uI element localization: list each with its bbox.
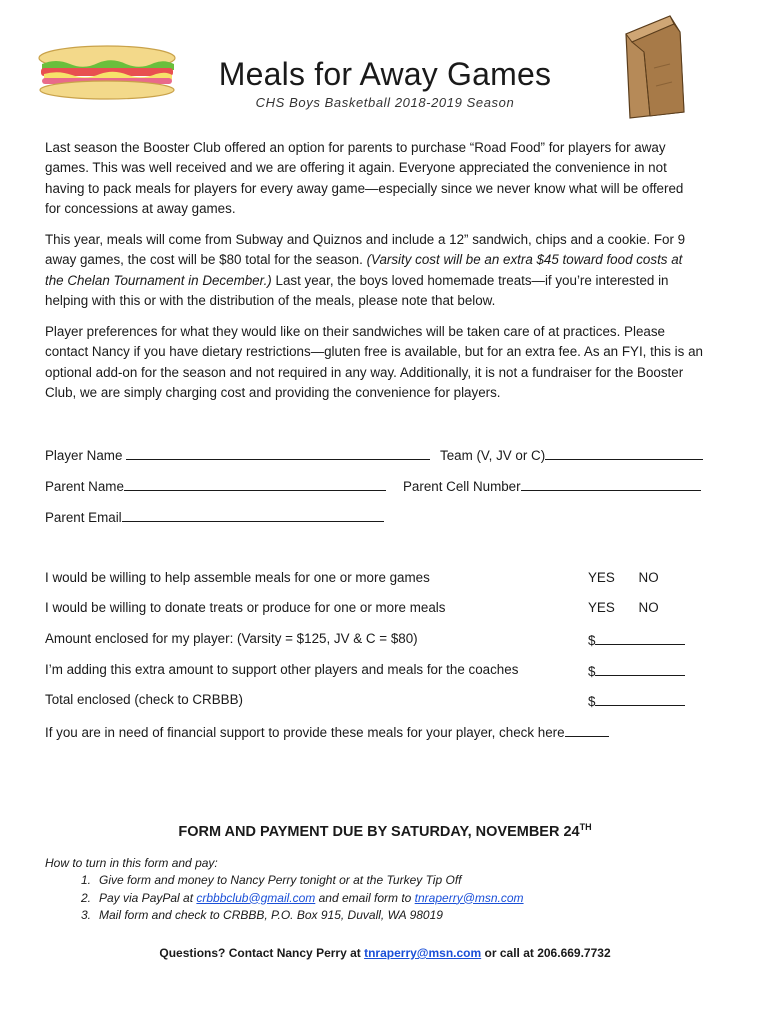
intro-line: Last season the Booster Club offered an option for parents to purchase “Road Food” for players for away [45,140,666,155]
team-blank[interactable] [545,446,703,460]
extra-label: I’m adding this extra amount to support other players and meals for the coaches [45,662,519,677]
preferences-line: Club, we are simply charging cost and providing the convenience for players. [45,385,501,401]
phone-text: or call at 206.669.7732 [481,946,611,960]
parent-cell-field[interactable] [403,477,701,494]
currency-symbol: $ [588,694,596,709]
intro-line: for concessions at away games. [45,201,236,217]
intro-line: games. This was well received and we are offering it again. Everyone appreciated the convenience in not [45,160,667,176]
parent-name-field[interactable] [45,477,386,494]
list-item [45,873,524,891]
due-sup: TH [579,822,592,832]
chelan-note: the Chelan Tournament in December.) [45,272,272,288]
step-text: and email form to [315,890,415,905]
intro-paragraph [45,138,729,220]
payment-steps [45,873,524,926]
total-field[interactable] [588,692,685,709]
preferences-line: contact Nancy if you have dietary restrictions—gluten free is available, but for an extra fee. As an FYI, this is an [45,344,703,360]
total-label: Total enclosed (check to CRBBB) [45,692,243,707]
parent-email-label: Parent Email [45,510,122,525]
meals-line: This year, meals will come from Subway and Quiznos and include a 12” sandwich, chips and a cookie. For 9 [45,232,686,247]
list-item [45,908,524,926]
meals-line [45,250,729,270]
due-text: FORM AND PAYMENT DUE BY SATURDAY, NOVEMBER 24 [178,823,580,840]
meals-line [45,271,729,291]
varsity-note: (Varsity cost will be an extra $45 toward food costs at [366,252,683,268]
preferences-line: Player preferences for what they would like on their sandwiches will be taken care of at practices. Please [45,324,666,339]
contact-email-link[interactable]: tnraperry@msn.com [364,946,482,960]
parent-name-label: Parent Name [45,479,124,494]
amount-label: Amount enclosed for my player: (Varsity = $125, JV & C = $80) [45,631,418,646]
donate-question: I would be willing to donate treats or produce for one or more meals [45,600,446,615]
parent-email-field[interactable] [45,508,384,525]
donate-no-option[interactable]: NO [638,600,659,615]
parent-email-blank[interactable] [122,508,384,522]
player-name-field[interactable] [45,446,430,463]
financial-support-label: If you are in need of financial support to provide these meals for your player, check here [45,725,565,740]
donate-options [588,600,659,615]
paypal-email-link[interactable]: crbbbclub@gmail.com [196,890,316,905]
preferences-paragraph [45,322,729,404]
step-text: Mail form and check to CRBBB, P.O. Box 915, Duvall, WA 98019 [99,908,443,922]
extra-field[interactable] [588,662,685,679]
extra-blank[interactable] [595,662,685,676]
intro-line: having to pack meals for players for every away game—especially since we never know what will be offered [45,180,684,196]
due-heading [0,822,770,840]
currency-symbol: $ [588,633,596,648]
assemble-no-option[interactable]: NO [638,570,659,585]
assemble-question: I would be willing to help assemble meals for one or more games [45,570,430,585]
amount-field[interactable] [588,631,685,648]
step-number: 1. [80,873,91,887]
financial-support-blank[interactable] [565,723,609,737]
financial-support-field[interactable] [45,723,609,740]
page-subtitle: CHS Boys Basketball 2018-2019 Season [255,95,515,110]
parent-name-blank[interactable] [124,477,386,491]
step-text: Give form and money to Nancy Perry tonight or at the Turkey Tip Off [99,873,462,887]
meals-paragraph [45,230,729,312]
donate-yes-option[interactable]: YES [588,600,615,615]
team-label: Team (V, JV or C) [440,448,546,463]
player-name-label: Player Name [45,448,123,463]
player-name-blank[interactable] [126,446,430,460]
step-number: 3. [80,908,91,922]
preferences-line: optional add-on for the season and not required in any way. Additionally, it is not a fundraiser for the Booster [45,364,684,380]
parent-cell-blank[interactable] [521,477,701,491]
step-number: 2. [80,890,91,905]
amount-blank[interactable] [595,631,685,645]
parent-cell-label: Parent Cell Number [403,479,521,494]
howto-label: How to turn in this form and pay: [45,856,218,870]
page-title: Meals for Away Games [218,56,552,92]
team-field[interactable] [440,446,703,463]
questions-text: Questions? Contact Nancy Perry at [159,946,365,960]
questions-line [0,946,770,960]
assemble-options [588,570,659,585]
currency-symbol: $ [588,664,596,679]
treats-text: Last year, the boys loved homemade treats—if you’re interested in [271,272,669,288]
list-item [45,891,524,909]
total-blank[interactable] [595,692,685,706]
assemble-yes-option[interactable]: YES [588,570,615,585]
cost-text: away games, the cost will be $80 total for the season. [45,252,367,268]
meals-line: helping with this or with the distribution of the meals, please note that below. [45,293,496,309]
step-text: Pay via PayPal at [99,890,197,905]
nancy-email-link[interactable]: tnraperry@msn.com [414,890,524,905]
